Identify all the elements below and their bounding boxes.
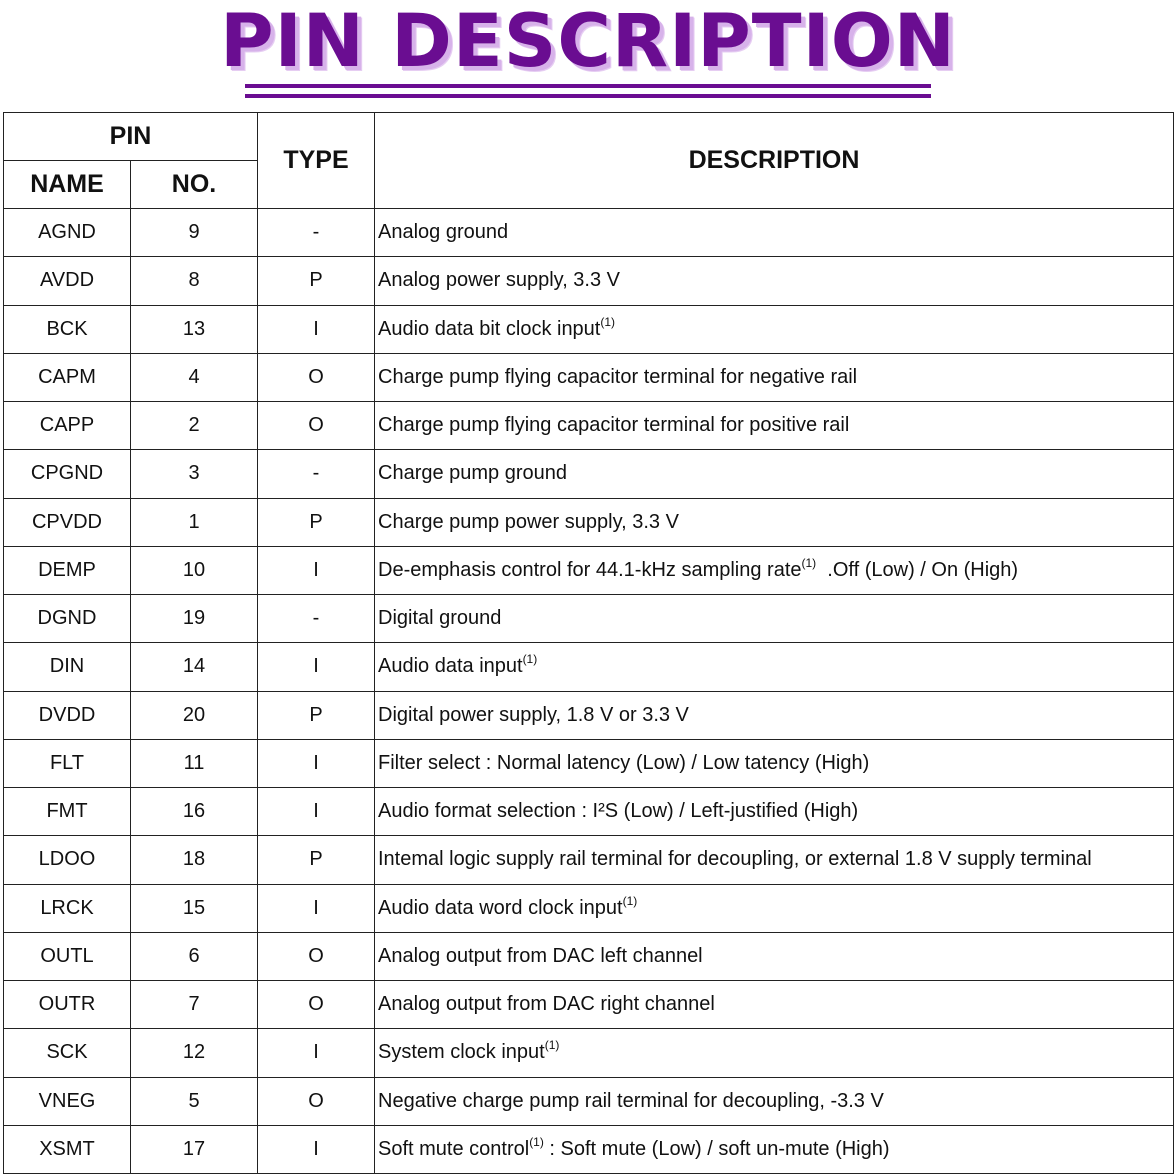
table-row [4,546,1174,594]
table-row [4,788,1174,836]
pin-description-cell [375,981,1174,1029]
pin-description-cell [375,1125,1174,1173]
pin-name-cell: DIN [4,643,131,691]
description-text: Digital power supply, 1.8 V or 3.3 V [378,703,689,726]
pin-description-cell [375,788,1174,836]
table-row [4,1125,1174,1173]
pin-type-cell: P [258,836,375,884]
header-pin: PIN [4,113,258,161]
pin-description-cell [375,884,1174,932]
pin-number-cell: 15 [131,884,258,932]
pin-number-cell: 9 [131,209,258,257]
pin-number-cell: 3 [131,450,258,498]
pin-number-cell: 14 [131,643,258,691]
pin-number-cell: 1 [131,498,258,546]
footnote-marker: (1) [522,652,538,667]
pin-name-cell: BCK [4,305,131,353]
pin-type-cell: O [258,1077,375,1125]
page-title: PIN DESCRIPTION [220,0,956,84]
pin-number-cell: 18 [131,836,258,884]
table-row [4,595,1174,643]
pin-description-cell [375,305,1174,353]
pin-number-cell: 11 [131,739,258,787]
pin-name-cell: FLT [4,739,131,787]
pin-number-cell: 8 [131,257,258,305]
header-type: TYPE [258,113,375,209]
pin-name-cell: CPVDD [4,498,131,546]
footnote-marker: (1) [622,893,638,908]
table-row [4,353,1174,401]
pin-name-cell: OUTR [4,981,131,1029]
pin-name-cell: CAPM [4,353,131,401]
pin-table-body [4,209,1174,1174]
pin-number-cell: 7 [131,981,258,1029]
pin-name-cell: DEMP [4,546,131,594]
pin-type-cell: O [258,402,375,450]
description-text: Digital ground [378,607,502,630]
description-text: Charge pump ground [378,462,568,485]
pin-number-cell: 6 [131,932,258,980]
header-description: DESCRIPTION [375,113,1174,209]
pin-description-cell [375,1077,1174,1125]
table-row [4,209,1174,257]
pin-name-cell: CPGND [4,450,131,498]
pin-type-cell: I [258,884,375,932]
table-row [4,402,1174,450]
pin-description-cell [375,836,1174,884]
footnote-marker: (1) [600,314,616,329]
table-row [4,450,1174,498]
table-row [4,981,1174,1029]
pin-name-cell: AVDD [4,257,131,305]
pin-number-cell: 2 [131,402,258,450]
description-text: Analog output from DAC right channel [378,993,715,1016]
pin-name-cell: OUTL [4,932,131,980]
description-text: Soft mute control [378,1137,530,1160]
pin-number-cell: 4 [131,353,258,401]
description-text: Audio data word clock input [378,896,623,919]
table-row [4,1077,1174,1125]
pin-name-cell: DVDD [4,691,131,739]
pin-type-cell: I [258,788,375,836]
pin-description-cell [375,498,1174,546]
description-text: Negative charge pump rail terminal for decoupling, -3.3 V [378,1089,884,1112]
pin-type-cell: I [258,546,375,594]
description-text: De-emphasis control for 44.1-kHz sampling rate [378,558,802,581]
description-text: Analog output from DAC left channel [378,944,703,967]
description-text: Intemal logic supply rail terminal for decoupling, or external 1.8 V supply terminal [378,848,1092,871]
description-text: Filter select : Normal latency (Low) / Low tatency (High) [378,751,870,774]
pin-description-cell [375,257,1174,305]
pin-number-cell: 16 [131,788,258,836]
pin-name-cell: AGND [4,209,131,257]
title-area [0,0,1176,108]
table-row [4,257,1174,305]
pin-number-cell: 5 [131,1077,258,1125]
pin-description-cell [375,546,1174,594]
pin-type-cell: P [258,691,375,739]
pin-name-cell: XSMT [4,1125,131,1173]
pin-description-cell [375,353,1174,401]
title-underline-top [245,84,931,88]
pin-number-cell: 19 [131,595,258,643]
footnote-marker: (1) [544,1038,560,1053]
description-text: Charge pump flying capacitor terminal for positive rail [378,414,850,437]
table-row [4,498,1174,546]
pin-type-cell: I [258,1029,375,1077]
pin-description-cell [375,450,1174,498]
pin-name-cell: VNEG [4,1077,131,1125]
pin-type-cell: I [258,1125,375,1173]
table-row [4,836,1174,884]
pin-name-cell: CAPP [4,402,131,450]
description-text: Analog power supply, 3.3 V [378,269,621,292]
pin-type-cell: I [258,305,375,353]
pin-type-cell: - [258,209,375,257]
description-text: Audio format selection : I²S (Low) / Left-justified (High) [378,800,859,823]
pin-type-cell: - [258,450,375,498]
table-row [4,305,1174,353]
pin-name-cell: DGND [4,595,131,643]
footnote-marker: (1) [801,555,817,570]
pin-description-cell [375,932,1174,980]
pin-description-cell [375,643,1174,691]
pin-number-cell: 10 [131,546,258,594]
description-text: Audio data input [378,655,523,678]
table-row [4,643,1174,691]
pin-name-cell: LDOO [4,836,131,884]
description-text: System clock input [378,1041,545,1064]
pin-description-cell [375,1029,1174,1077]
header-name: NAME [4,161,131,209]
pin-type-cell: P [258,257,375,305]
pin-table [3,112,1174,1174]
description-text: Audio data bit clock input [378,317,601,340]
table-row [4,691,1174,739]
table-row [4,884,1174,932]
pin-type-cell: O [258,981,375,1029]
header-no: NO. [131,161,258,209]
pin-type-cell: O [258,932,375,980]
table-row [4,1029,1174,1077]
pin-number-cell: 20 [131,691,258,739]
pin-description-cell [375,739,1174,787]
description-text: Charge pump power supply, 3.3 V [378,510,679,533]
description-text: Analog ground [378,221,509,244]
pin-number-cell: 12 [131,1029,258,1077]
pin-description-cell [375,595,1174,643]
pin-type-cell: I [258,739,375,787]
description-text: Charge pump flying capacitor terminal for negative rail [378,365,858,388]
pin-name-cell: LRCK [4,884,131,932]
pin-description-cell [375,691,1174,739]
pin-description-cell [375,402,1174,450]
table-row [4,932,1174,980]
pin-number-cell: 17 [131,1125,258,1173]
pin-type-cell: O [258,353,375,401]
pin-description-cell [375,209,1174,257]
pin-name-cell: FMT [4,788,131,836]
title-underline-bottom [245,94,931,98]
pin-name-cell: SCK [4,1029,131,1077]
table-row [4,739,1174,787]
footnote-marker: (1) [529,1134,544,1149]
pin-type-cell: P [258,498,375,546]
description-text-continued: : Soft mute (Low) / soft un-mute (High) [543,1137,890,1160]
description-text-continued: .Off (Low) / On (High) [816,558,1019,581]
pin-type-cell: - [258,595,375,643]
pin-number-cell: 13 [131,305,258,353]
pin-type-cell: I [258,643,375,691]
